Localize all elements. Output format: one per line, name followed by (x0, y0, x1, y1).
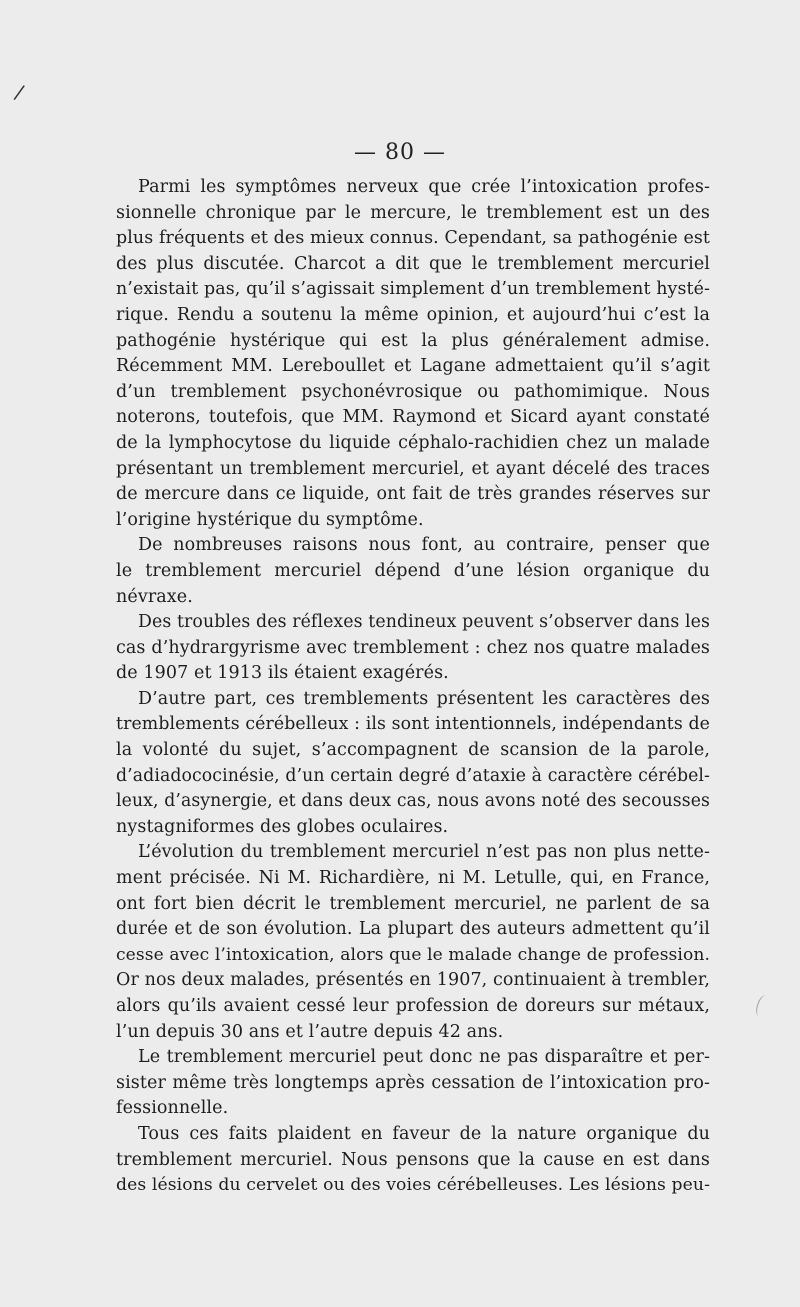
text-line: sionnelle chronique par le mercure, le tremblement est un des (116, 202, 710, 223)
text-line: Parmi les symptômes nerveux que crée l’intoxication profes- (138, 177, 710, 197)
text-line: de la lymphocytose du liquide céphalo-rachidien chez un malade (116, 432, 710, 453)
text-line: rique. Rendu a soutenu la même opinion, et aujourd’hui c’est la (116, 304, 710, 325)
text-line: Tous ces faits plaident en faveur de la nature organique du (138, 1123, 710, 1144)
text-line: alors qu’ils avaient cessé leur profession de doreurs sur métaux, (116, 996, 710, 1016)
text-line: cesse avec l’intoxication, alors que le malade change de profession. (116, 944, 710, 965)
text-line: ment précisée. Ni M. Richardière, ni M. Letulle, qui, en France, (116, 868, 710, 889)
text-line: cas d’hydrargyrisme avec tremblement : chez nos quatre malades (116, 637, 710, 658)
margin-pencil-mark (754, 994, 771, 1018)
text-line: présentant un tremblement mercuriel, et ayant décelé des traces (116, 458, 710, 479)
text-line: Le tremblement mercuriel peut donc ne pas disparaître et per- (138, 1047, 710, 1068)
text-line: fessionnelle. (116, 1098, 229, 1119)
text-line: l’un depuis 30 ans et l’autre depuis 42 ans. (116, 1021, 504, 1042)
text-line: de 1907 et 1913 ils étaient exagérés. (116, 663, 449, 684)
text-line: des lésions du cervelet ou des voies cérébelleuses. Les lésions peu- (116, 1175, 710, 1196)
text-line: ont fort bien décrit le tremblement mercuriel, ne parlent de sa (116, 893, 710, 914)
text-line: durée et de son évolution. La plupart des auteurs admettent qu’il (116, 919, 710, 940)
text-line: la volonté du sujet, s’accompagnent de scansion de la parole, (116, 740, 710, 761)
text-line: D’autre part, ces tremblements présentent les caractères des (138, 688, 710, 709)
text-line: De nombreuses raisons nous font, au contraire, penser que (138, 535, 710, 556)
text-line: tremblement mercuriel. Nous pensons que la cause en est dans (116, 1149, 710, 1170)
text-line: Or nos deux malades, présentés en 1907, continuaient à trembler, (116, 970, 710, 991)
text-line: sister même très longtemps après cessation de l’intoxication pro- (116, 1072, 710, 1093)
text-line: de mercure dans ce liquide, ont fait de très grandes réserves sur (116, 484, 710, 505)
text-line: Récemment MM. Lereboullet et Lagane admettaient qu’il s’agit (116, 356, 710, 377)
text-line: le tremblement mercuriel dépend d’une lésion organique du (116, 560, 710, 581)
text-line: plus fréquents et des mieux connus. Cependant, sa pathogénie est (116, 228, 710, 249)
text-line: L’évolution du tremblement mercuriel n’est pas non plus nette- (138, 842, 710, 863)
body-text (116, 175, 710, 1199)
text-line: n’existait pas, qu’il s’agissait simplement d’un tremblement hysté- (116, 279, 710, 300)
text-line: pathogénie hystérique qui est la plus généralement admise. (116, 330, 710, 351)
text-line: Des troubles des réflexes tendineux peuvent s’observer dans les (138, 612, 710, 633)
text-line: névraxe. (116, 586, 193, 607)
text-line: noterons, toutefois, que MM. Raymond et Sicard ayant constaté (116, 407, 710, 428)
text-line: nystagniformes des globes oculaires. (116, 816, 449, 837)
text-line: d’un tremblement psychonévrosique ou pathomimique. Nous (116, 381, 710, 402)
margin-slash-mark: / (12, 79, 27, 105)
text-line: tremblements cérébelleux : ils sont intentionnels, indépendants de (116, 714, 710, 735)
page-number: — 80 — (354, 140, 446, 165)
text-line: leux, d’asynergie, et dans deux cas, nous avons noté des secousses (116, 791, 710, 812)
text-line: d’adiadococinésie, d’un certain degré d’ataxie à caractère cérébel- (116, 765, 710, 786)
text-line: l’origine hystérique du symptôme. (116, 509, 424, 530)
text-line: des plus discutée. Charcot a dit que le tremblement mercuriel (116, 253, 710, 274)
